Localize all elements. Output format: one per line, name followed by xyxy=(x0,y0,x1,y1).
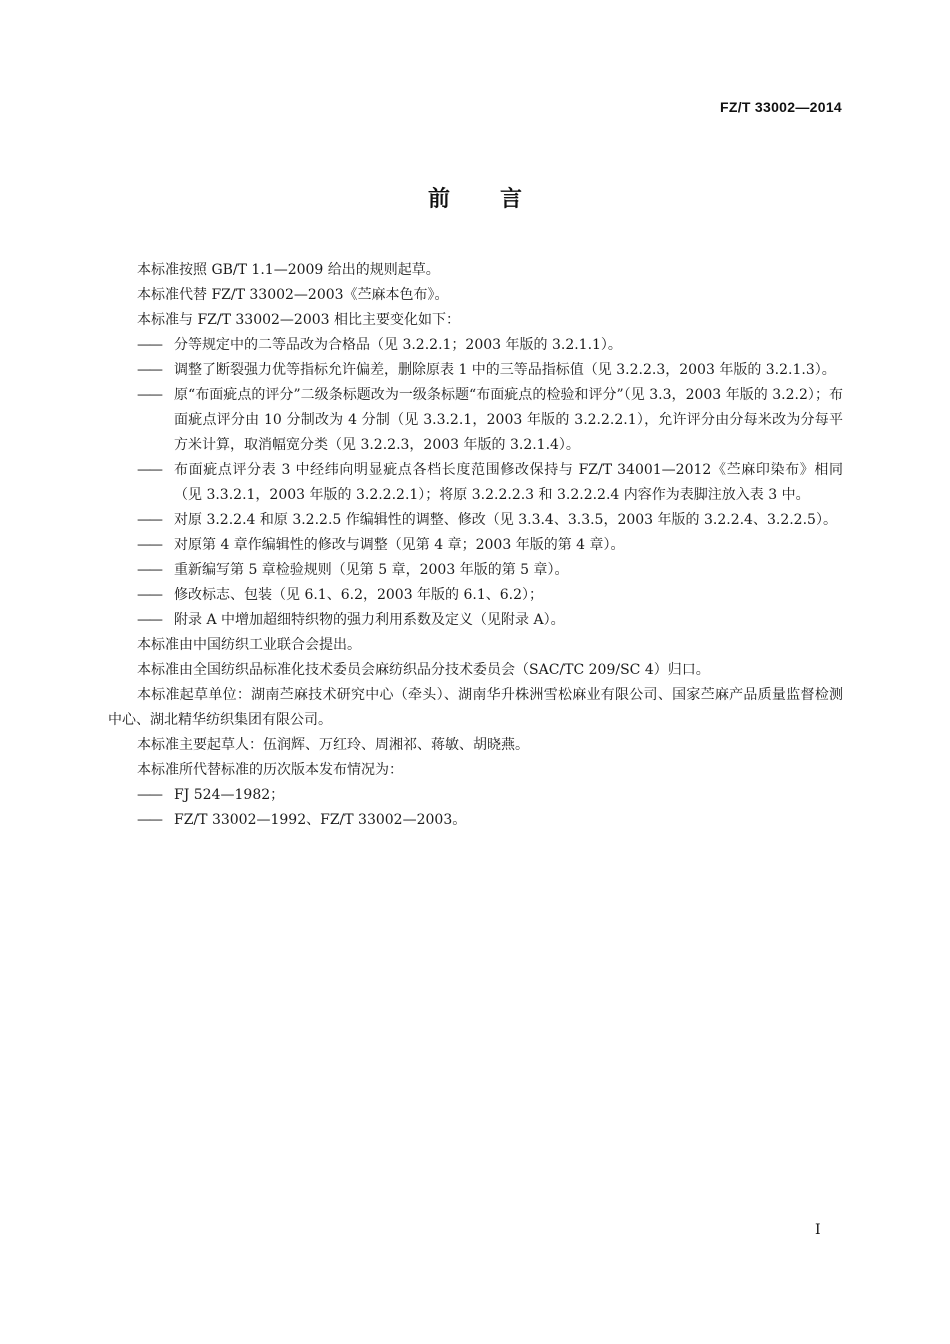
standard-code: FZ/T 33002—2014 xyxy=(719,99,842,115)
page-number: I xyxy=(815,1222,821,1238)
dash-mark: —— xyxy=(137,512,161,528)
dash-mark: —— xyxy=(137,362,161,378)
document-body xyxy=(108,258,843,833)
change-item xyxy=(108,533,843,558)
change-item xyxy=(108,508,843,533)
dash-mark: —— xyxy=(137,562,161,578)
dash-mark: —— xyxy=(137,462,161,478)
dash-mark: —— xyxy=(137,787,161,803)
paragraph-history-intro: 本标准所代替标准的历次版本发布情况为： xyxy=(137,762,403,778)
history-item xyxy=(108,808,843,833)
title-char-1: 前 xyxy=(427,187,450,212)
change-item-text: 重新编写第 5 章检验规则（见第 5 章，2003 年版的第 5 章）。 xyxy=(174,562,569,578)
dash-mark: —— xyxy=(137,587,161,603)
change-item-text: 原“布面疵点的评分”二级条标题改为一级条标题“布面疵点的检验和评分”（见 3.3，2003 年版的 3.2.2）；布面疵点评分由 10 分制改为 4 分制（见 3.3.2.1，2003 年版的 3.2.2.2.1），允许评分由分每米改为分每平方米计算，取消幅宽分类（见 3.2.2.3，2003 年版的 3.2.1.4）。 xyxy=(174,387,843,453)
history-item-text: FJ 524—1982； xyxy=(174,787,285,803)
dash-mark: —— xyxy=(137,612,161,628)
change-item xyxy=(108,458,843,508)
paragraph-administered-by: 本标准由全国纺织品标准化技术委员会麻纺织品分技术委员会（SAC/TC 209/SC 4）归口。 xyxy=(137,662,710,678)
dash-mark: —— xyxy=(137,537,161,553)
change-item xyxy=(108,608,843,633)
title-char-2: 言 xyxy=(500,187,523,212)
paragraph-drafters: 本标准主要起草人：伍润辉、万红玲、周湘祁、蒋敏、胡晓燕。 xyxy=(137,737,529,753)
change-item-text: 对原第 4 章作编辑性的修改与调整（见第 4 章；2003 年版的第 4 章）。 xyxy=(174,537,625,553)
dash-mark: —— xyxy=(137,387,161,403)
change-item-text: 附录 A 中增加超细特织物的强力利用系数及定义（见附录 A）。 xyxy=(174,612,565,628)
paragraph-drafting-rules: 本标准按照 GB/T 1.1—2009 给出的规则起草。 xyxy=(137,262,440,278)
paragraph-proposed-by: 本标准由中国纺织工业联合会提出。 xyxy=(137,637,361,653)
history-item xyxy=(108,783,843,808)
change-item-text: 修改标志、包装（见 6.1、6.2，2003 年版的 6.1、6.2）； xyxy=(174,587,544,603)
paragraph-replaces: 本标准代替 FZ/T 33002—2003《苎麻本色布》。 xyxy=(137,287,449,303)
change-item xyxy=(108,358,843,383)
change-item-text: 分等规定中的二等品改为合格品（见 3.2.2.1；2003 年版的 3.2.1.1）。 xyxy=(174,337,622,353)
change-item-text: 对原 3.2.2.4 和原 3.2.2.5 作编辑性的调整、修改（见 3.3.4、3.3.5，2003 年版的 3.2.2.4、3.2.2.5）。 xyxy=(174,512,837,528)
change-item xyxy=(108,583,843,608)
dash-mark: —— xyxy=(137,812,161,828)
history-item-text: FZ/T 33002—1992、FZ/T 33002—2003。 xyxy=(174,812,467,828)
paragraph-drafting-units: 本标准起草单位：湖南苎麻技术研究中心（牵头）、湖南华升株洲雪松麻业有限公司、国家苎麻产品质量监督检测中心、湖北精华纺织集团有限公司。 xyxy=(108,687,843,728)
change-item xyxy=(108,383,843,458)
change-item xyxy=(108,333,843,358)
change-item-text: 布面疵点评分表 3 中经纬向明显疵点各档长度范围修改保持与 FZ/T 34001—2012《苎麻印染布》相同（见 3.3.2.1，2003 年版的 3.2.2.2.1）；将原 3.2.2.2.3 和 3.2.2.2.4 内容作为表脚注放入表 3 中。 xyxy=(174,462,843,503)
page-title xyxy=(0,182,950,213)
dash-mark: —— xyxy=(137,337,161,353)
change-item-text: 调整了断裂强力优等指标允许偏差，删除原表 1 中的三等品指标值（见 3.2.2.3，2003 年版的 3.2.1.3）。 xyxy=(174,362,836,378)
paragraph-changes-intro: 本标准与 FZ/T 33002—2003 相比主要变化如下： xyxy=(137,312,461,328)
change-item xyxy=(108,558,843,583)
